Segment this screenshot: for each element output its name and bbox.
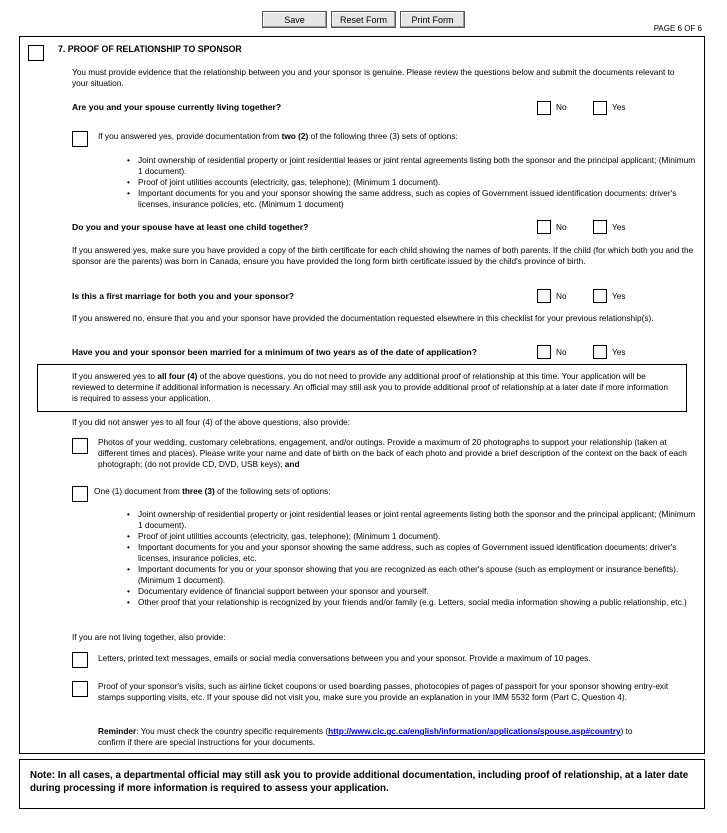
list-item: • Other proof that your relationship is recognized by your friends and/or family (e.g. Letters, social media information showing a public relationship, etc.) — [126, 597, 696, 608]
q3-no-checkbox[interactable] — [537, 289, 551, 303]
q2-no-label: No — [556, 222, 567, 232]
list-item: • Important documents for you and your sponsor showing the same address, such as copies of Government issued identification documents: driver's licenses, insurance policies, etc. — [126, 542, 696, 564]
q4-yes-checkbox[interactable] — [593, 345, 607, 359]
q3-question: Is this a first marriage for both you and your sponsor? — [72, 291, 295, 301]
note-text: Note: In all cases, a departmental official may still ask you to provide additional documentation, including proof of relationship, at a later date during processing if more information is required to assess your application. — [30, 770, 689, 794]
section-checkbox[interactable] — [28, 45, 44, 61]
q2-yes-label: Yes — [612, 222, 626, 232]
not-all-four-text: If you did not answer yes to all four (4) of the above questions, also provide: — [72, 417, 351, 427]
save-button[interactable]: Save — [262, 11, 327, 28]
q4-no-label: No — [556, 347, 567, 357]
page-number: PAGE 6 OF 6 — [653, 24, 702, 33]
q2-note: If you answered yes, make sure you have provided a copy of the birth certificate for each child showing the names of both parents. If the child (for which both you and the sponsor are the parents) was born in Canada, ensure you have provided the long form birth certificate issued by the child's province of birth. — [72, 245, 694, 266]
section-intro: You must provide evidence that the relationship between you and your sponsor is genuine. Please review the questions below and submit the documents relevant to your situation. — [72, 67, 675, 88]
one-doc-options-list — [126, 509, 696, 608]
list-item: • Proof of joint utilities accounts (electricity, gas, telephone); (Minimum 1 document). — [126, 531, 696, 542]
q1-docs-text: If you answered yes, provide documentation from two (2) of the following three (3) sets of options: — [98, 131, 458, 141]
q2-no-checkbox[interactable] — [537, 220, 551, 234]
list-item: • Proof of joint utilities accounts (electricity, gas, telephone); (Minimum 1 document). — [126, 177, 696, 188]
reset-form-button[interactable]: Reset Form — [331, 11, 396, 28]
list-item: • Important documents for you or your sponsor showing that you are recognized as each other's spouse (such as employment or insurance benefits). (Minimum 1 document). — [126, 564, 696, 586]
q1-no-checkbox[interactable] — [537, 101, 551, 115]
q1-yes-label: Yes — [612, 102, 626, 112]
q2-question: Do you and your spouse have at least one child together? — [72, 222, 309, 232]
visits-checkbox[interactable] — [72, 681, 88, 697]
country-requirements-link[interactable]: http://www.cic.gc.ca/english/information/applications/spouse.asp#country — [328, 726, 621, 736]
section-title: 7. PROOF OF RELATIONSHIP TO SPONSOR — [58, 44, 242, 54]
q1-question: Are you and your spouse currently living together? — [72, 102, 282, 112]
q4-question: Have you and your sponsor been married for a minimum of two years as of the date of application? — [72, 347, 477, 357]
not-living-text: If you are not living together, also provide: — [72, 632, 226, 642]
one-doc-checkbox[interactable] — [72, 486, 88, 502]
q3-yes-label: Yes — [612, 291, 626, 301]
q4-yes-label: Yes — [612, 347, 626, 357]
photos-text: Photos of your wedding, customary celebrations, engagement, and/or outings. Provide a maximum of 20 photographs to support your relationship (taken at different times and places). Please write your name and date of birth on the back of each photo and provide a brief description of the context on the back of each photograph; (do not provide CD, DVD, USB keys); and — [98, 437, 687, 469]
q1-options-list — [126, 155, 696, 210]
list-item: • Joint ownership of residential property or joint residential leases or joint rental agreements listing both the sponsor and the principal applicant; (Minimum 1 document). — [126, 155, 696, 177]
reminder-text: Reminder: You must check the country specific requirements (http://www.cic.gc.ca/english/information/applications/spouse.asp#country) to confirm if there are special instructions for your documents. — [98, 726, 633, 747]
list-item: • Joint ownership of residential property or joint residential leases or joint rental agreements listing both the sponsor and the principal applicant; (Minimum 1 document). — [126, 509, 696, 531]
letters-text: Letters, printed text messages, emails or social media conversations between you and your sponsor. Provide a maximum of 10 pages. — [98, 653, 591, 663]
letters-checkbox[interactable] — [72, 652, 88, 668]
q1-yes-checkbox[interactable] — [593, 101, 607, 115]
visits-text: Proof of your sponsor's visits, such as airline ticket coupons or used boarding passes, photocopies of pages of passport for your sponsor showing entry-exit stamps supporting visits, etc. If your spouse did not visit you, make sure you provide an explanation in your IMM 5532 form (Part C, Question 4). — [98, 681, 669, 702]
one-doc-text: One (1) document from three (3) of the following sets of options: — [94, 486, 331, 496]
photos-checkbox[interactable] — [72, 438, 88, 454]
q3-note: If you answered no, ensure that you and your sponsor have provided the documentation requested elsewhere in this checklist for your previous relationship(s). — [72, 313, 654, 323]
q1-docs-checkbox[interactable] — [72, 131, 88, 147]
all-four-notice-text: If you answered yes to all four (4) of the above questions, you do not need to provide any additional proof of relationship at this time. Your application will be reviewed to determine if additional information is necessary. An official may still ask you to provide additional proof of relationship at a later date if more information is required to assess your application. — [72, 371, 668, 403]
list-item: • Documentary evidence of financial support between your sponsor and yourself. — [126, 586, 696, 597]
print-form-button[interactable]: Print Form — [400, 11, 465, 28]
q4-no-checkbox[interactable] — [537, 345, 551, 359]
q3-no-label: No — [556, 291, 567, 301]
q2-yes-checkbox[interactable] — [593, 220, 607, 234]
list-item: • Important documents for you and your sponsor showing the same address, such as copies of Government issued identification documents: driver's licenses, insurance policies, etc. (Minimum 1 document) — [126, 188, 696, 210]
q3-yes-checkbox[interactable] — [593, 289, 607, 303]
q1-no-label: No — [556, 102, 567, 112]
